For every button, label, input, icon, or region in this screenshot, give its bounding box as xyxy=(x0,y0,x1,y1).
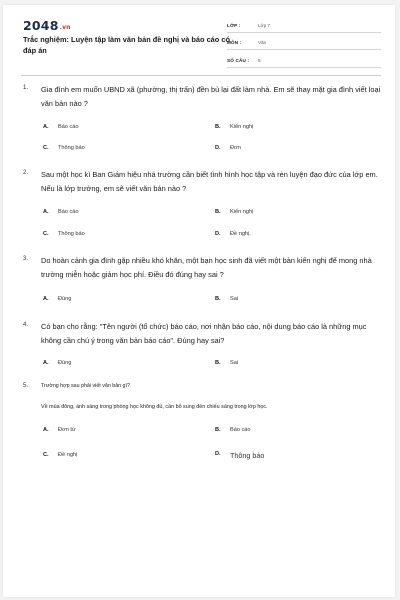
option-a[interactable] xyxy=(43,124,79,130)
option-letter: D. xyxy=(215,145,221,151)
question-number: 2. xyxy=(23,170,29,176)
question-text: Do hoàn cảnh gia đình gặp nhiều khó khăn, một bạn học sinh đã viết một bản kiến nghị để mong nhà trường miễn hoặc giảm học phí. Điều đó đúng hay sai ? xyxy=(41,256,372,279)
option-c[interactable] xyxy=(43,452,77,458)
meta-row-count xyxy=(227,54,381,68)
option-b[interactable] xyxy=(215,209,253,215)
option-text: Kiến nghị xyxy=(230,124,254,130)
option-text: Kiến nghị xyxy=(230,209,254,215)
option-letter: B. xyxy=(215,209,221,215)
option-letter: A. xyxy=(43,427,49,433)
question-text: Sau một học kì Ban Giám hiệu nhà trường cần biết tình hình học tập và rèn luyện đạo đức của lớp em. Nếu là lớp trưởng, em sẽ viết văn bản nào ? xyxy=(41,170,378,193)
option-a[interactable] xyxy=(43,427,76,433)
option-text: Đề nghị xyxy=(58,452,78,458)
option-letter: B. xyxy=(215,360,221,366)
meta-key: SỐ CÂU : xyxy=(227,57,250,63)
option-b[interactable] xyxy=(215,296,238,302)
meta-value: Văn xyxy=(258,40,267,46)
question-number: 5. xyxy=(23,383,29,389)
meta-row-subject xyxy=(227,37,381,51)
option-letter: C. xyxy=(43,145,49,151)
option-text: Đúng xyxy=(58,360,72,366)
option-text: Báo cáo xyxy=(58,209,79,215)
meta-value: 5 xyxy=(258,57,261,63)
option-letter: D. xyxy=(215,231,221,237)
option-b[interactable] xyxy=(215,124,253,130)
option-b[interactable] xyxy=(215,360,238,366)
option-letter: D. xyxy=(215,451,221,457)
option-text: Thông báo xyxy=(230,451,265,460)
logo-main-text: 2048 xyxy=(23,18,59,33)
option-d[interactable] xyxy=(215,231,251,237)
header-divider xyxy=(21,75,381,76)
option-a[interactable] xyxy=(43,296,71,302)
question-text: Trường hợp sau phải viết văn bản gì? xyxy=(41,383,130,389)
question-number: 4. xyxy=(23,322,29,328)
meta-row-class xyxy=(227,19,381,33)
option-c[interactable] xyxy=(43,231,85,237)
option-letter: A. xyxy=(43,124,49,130)
question-scenario: Về mùa đông, ánh sáng trong phòng học không đủ, cần bổ sung đèn chiếu sáng trong lớp học. xyxy=(41,404,268,410)
option-a[interactable] xyxy=(43,209,79,215)
option-letter: A. xyxy=(43,296,49,302)
option-text: Báo cáo xyxy=(230,427,251,433)
option-text: Báo cáo xyxy=(58,124,79,130)
worksheet-page xyxy=(3,5,395,597)
option-text: Sai xyxy=(230,360,239,366)
option-letter: C. xyxy=(43,231,49,237)
question-text: Gia đình em muốn UBND xã (phường, thị trấn) đền bù lại đất làm nhà. Em sẽ thay mặt gia đình viết loại văn bản nào ? xyxy=(41,85,381,108)
option-text: Đơn từ xyxy=(58,427,76,433)
meta-key: LỚP : xyxy=(227,22,241,28)
option-letter: A. xyxy=(43,209,49,215)
option-letter: C. xyxy=(43,452,49,458)
meta-key: MÔN : xyxy=(227,40,242,46)
option-c[interactable] xyxy=(43,145,85,151)
option-b[interactable] xyxy=(215,427,251,433)
option-letter: B. xyxy=(215,296,221,302)
option-letter: B. xyxy=(215,427,221,433)
option-text: Đơn xyxy=(230,145,241,151)
option-letter: A. xyxy=(43,360,49,366)
question-number: 3. xyxy=(23,256,29,262)
option-text: Sai xyxy=(230,296,239,302)
question-number: 1. xyxy=(23,85,29,91)
logo-suffix-text: .vn xyxy=(59,24,71,31)
option-a[interactable] xyxy=(43,360,71,366)
option-text: Thông báo xyxy=(58,231,85,237)
site-logo[interactable] xyxy=(23,18,71,33)
option-d[interactable] xyxy=(215,145,241,151)
option-text: Đề nghị. xyxy=(230,231,251,237)
option-text: Thông báo xyxy=(58,145,85,151)
meta-value: Lớp 7 xyxy=(258,22,270,28)
page-title: Trắc nghiệm: Luyện tập làm văn bản đề nghị và báo cáo có đáp án xyxy=(23,35,230,55)
meta-info xyxy=(227,19,381,72)
option-d[interactable] xyxy=(215,451,264,460)
question-text: Có bạn cho rằng: "Tên người (tổ chức) báo cáo, nơi nhận báo cáo, nội dung báo cáo là những mục không cần chú ý trong văn bản báo cáo". Đúng hay sai? xyxy=(41,322,367,345)
option-letter: B. xyxy=(215,124,221,130)
option-text: Đúng xyxy=(58,296,72,302)
